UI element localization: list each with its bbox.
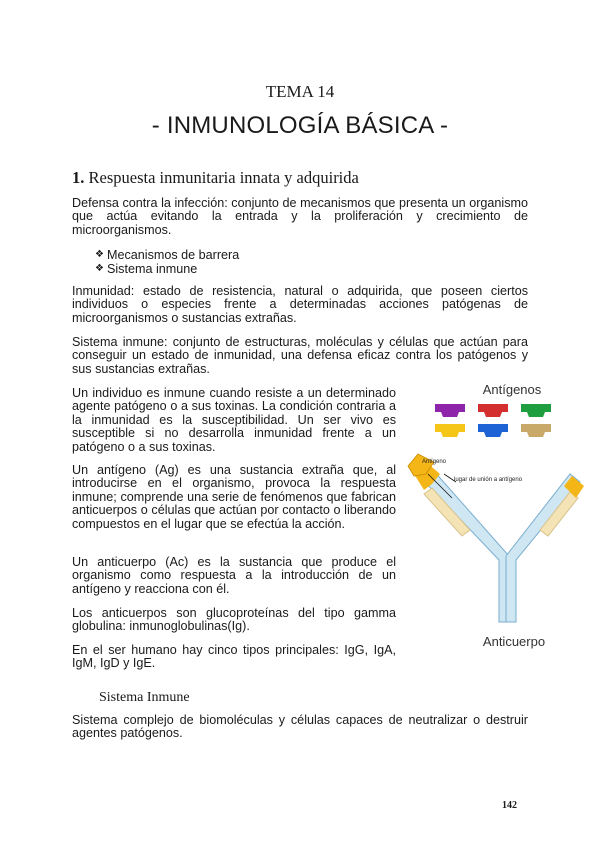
antigen-icon	[435, 404, 465, 417]
antigen-icon	[521, 404, 551, 417]
paragraph-inmune: Un individuo es inmune cuando resiste a un determinado agente patógeno o a sus toxinas. La condición contraria a la inmunidad es la susceptibilidad. Un ser vivo es susceptible si no desarrolla inmunidad frente a un patógeno o a sus toxinas.	[72, 386, 396, 454]
bullet-list	[95, 248, 239, 276]
paragraph-defensa: Defensa contra la infección: conjunto de mecanismos que presenta un organismo que actúa evitando la entrada y la proliferación y crecimiento de microorganismos.	[72, 196, 528, 237]
antigen-icon	[435, 424, 465, 437]
paragraph-anticuerpo: Un anticuerpo (Ac) es la sustancia que produce el organismo como respuesta a la introducción de un antígeno y reacciona con él.	[72, 555, 396, 596]
list-item	[95, 262, 239, 276]
section-title: Respuesta inmunitaria innata y adquirida	[88, 168, 359, 187]
label-antigeno: Antígeno	[422, 459, 447, 465]
antibody-figure	[404, 378, 590, 654]
paragraph-antigeno: Un antígeno (Ag) es una sustancia extraña que, al introducirse en el organismo, provoca la respuesta inmune; comprende una serie de fenómenos que fabrican anticuerpos o células que actúan por contacto o liberando compuestos en el lugar que se efectúa la acción.	[72, 463, 396, 531]
chapter-number: TEMA 14	[265, 82, 335, 101]
chapter-title: - INMUNOLOGÍA BÁSICA -	[151, 112, 449, 139]
paragraph-sistema-complejo: Sistema complejo de biomoléculas y células capaces de neutralizar o destruir agentes patógenos.	[72, 713, 528, 741]
figure-title: Antígenos	[482, 382, 542, 397]
subsection-heading: Sistema Inmune	[99, 690, 190, 705]
section-number: 1.	[72, 168, 85, 187]
paragraph-sistema: Sistema inmune: conjunto de estructuras, moléculas y células que actúan para conseguir un estado de inmunidad, una defensa eficaz contra los patógenos y sus sustancias extrañas.	[72, 335, 528, 376]
antigen-icon	[478, 404, 508, 417]
paragraph-tipos: En el ser humano hay cinco tipos principales: IgG, IgA, IgM, IgD y IgE.	[72, 643, 396, 671]
diamond-bullet-icon: ❖	[95, 263, 104, 274]
paragraph-glucoproteinas: Los anticuerpos son glucoproteínas del tipo gamma globulina: inmunoglobulinas(Ig).	[72, 606, 396, 634]
figure-caption: Anticuerpo	[482, 634, 546, 649]
bullet-text: Sistema inmune	[106, 262, 198, 276]
list-item	[95, 248, 239, 262]
page-number: 142	[502, 800, 517, 811]
antigen-icon	[478, 424, 508, 437]
antigen-icon	[521, 424, 551, 437]
section-heading	[72, 168, 532, 188]
antigen-shapes	[435, 404, 551, 437]
bullet-text: Mecanismos de barrera	[106, 248, 240, 262]
diamond-bullet-icon: ❖	[95, 249, 104, 260]
paragraph-inmunidad: Inmunidad: estado de resistencia, natural o adquirida, que poseen ciertos individuos o especies frente a determinadas acciones patógenas de microorganismos o sustancias extrañas.	[72, 284, 528, 325]
label-lugar-union: lugar de unión a antígeno	[454, 477, 523, 483]
